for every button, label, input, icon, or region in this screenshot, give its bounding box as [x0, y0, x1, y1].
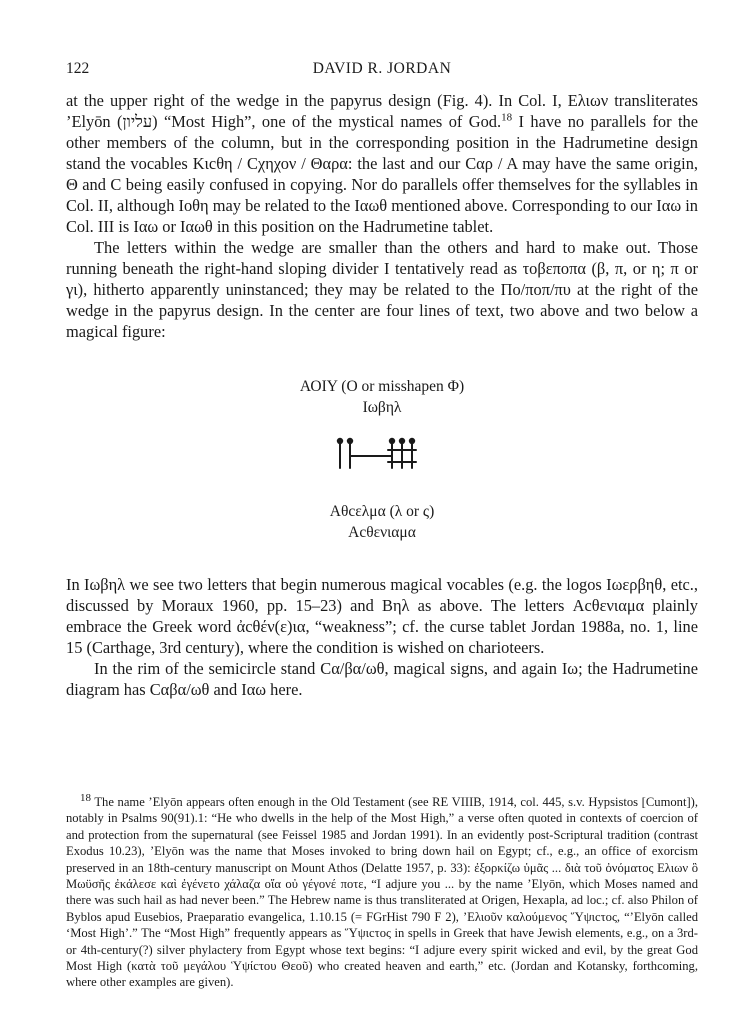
figure-line-1: ΑΟΙΥ (Ο or misshapen Φ): [299, 378, 465, 395]
page-header: [66, 60, 698, 80]
body-text-lower: [66, 574, 698, 700]
footnote-paragraph: [66, 791, 698, 991]
figure-line-3: Αθcελμα (λ or ς): [329, 503, 435, 520]
paragraph-1-text: at the upper right of the wedge in the papyrus design (Fig. 4). In Col. I, Ελιων transliterates ’Elyōn (עליון) “Most High”, one of the mystical names of God.: [66, 91, 698, 131]
figure-line-4: Αcθενιαμα: [348, 524, 416, 541]
figure-line-2: Ιωβηλ: [362, 399, 402, 416]
paragraph-1-continued: I have no parallels for the other members of the column, but in the corresponding position in the Hadrumetine design stand the vocables Κιcθη / Cχηχον / Θαρα: the last and our Cαρ / Α may have the same origin, Θ and C being easily confused in copying. Nor do parallels offer themselves for the syllables in Col. II, although Ιοθη may be related to the Ιαωθ mentioned above. Corresponding to our Ιαω in Col. III is Ιαω or Ιαωθ in this position on the Hadrumetine tablet.: [66, 112, 699, 236]
paragraph-4: In the rim of the semicircle stand Cα/βα/ωθ, magical signs, and again Ιω; the Hadrumetine diagram has Cαβα/ωθ and Ιαω here.: [66, 659, 698, 699]
footnote-18: [66, 791, 698, 991]
footnote-number: 18: [80, 791, 91, 804]
paragraph-3: In Ιωβηλ we see two letters that begin numerous magical vocables (e.g. the logos Ιωερβηθ, etc., discussed by Moraux 1960, pp. 15–23) and Βηλ as above. The letters Αcθενιαμα plainly embrace the Greek word ἀcθέν(ε)ια, “weakness”; cf. the curse tablet Jordan 1988a, no. 1, line 15 (Carthage, 3rd century), where the condition is wished on charioteers.: [66, 575, 698, 657]
page-number: 122: [66, 60, 90, 77]
footnote-text: The name ’Elyōn appears often enough in the Old Testament (see RE VIIIB, 1914, col. 445, s.v. Hypsistos [Cumont]), notably in Psalms 90(91).1: “He who dwells in the help of the Most High,” a verse often quoted in contexts of coercion of and protection from the supernatural (see Feissel 1985 and Jordan 1991). In an evidently post-Scriptural tradition (contrast Exodus 10.23), ’Elyōn was the name that Moses invoked to bring down hail on Egypt; cf., e.g., an office of exorcism preserved in an 18th-century manuscript on Mount Athos (Delatte 1957, p. 33): ἐξορκίζω ὑμᾶς ... διὰ τοῦ ὀνόματος Ελιων ὃ Μωϋσῆς ἐκάλεσε καὶ ἐγένετο χάλαζα οἵα οὐ γέγονέ ποτε, “I adjure you ... by the name ’Elyōn, which Moses named and there was such hail as had never been.” The Hebrew name is thus transliterated at Origen, Hexapla, ad loc.; cf. also Philon of Byblos apud Eusebios, Praeparatio evangelica, 1.10.15 (= FGrHist 790 F 2), ’Ελιοῦν καλούμενος Ὕψιcτος, “’Elyōn called ‘Most High’.” The “Most High” frequently appears as Ὕψιcτος in spells in Greek that have Jewish elements, e.g., on a 3rd- or 4th-century(?) silver phylactery from Egypt whose text begins: “I adjure every spirit wicked and evil, by the great God Most High (κατὰ τοῦ μεγάλου Ὑψίcτου Θεοῦ) who created heaven and earth,” etc. (Jordan and Kotansky, forthcoming, where other examples are given).: [66, 795, 698, 990]
body-text-upper: [66, 90, 698, 342]
page: [66, 0, 698, 1024]
figure-text-below: [66, 501, 698, 543]
footnote-reference: 18: [501, 111, 513, 124]
paragraph-2: The letters within the wedge are smaller than the others and hard to make out. Those running beneath the right-hand sloping divider I tentatively read as τοβεποπα (β, π, or η; π or γι), hitherto apparently uninstanced; they may be related to the Πο/ποπ/πυ at the right of the wedge in the papyrus design. In the center are four lines of text, two above and two below a magical figure:: [66, 238, 698, 341]
figure-text-above: [66, 376, 698, 418]
running-head: DAVID R. JORDAN: [312, 60, 452, 77]
paragraph-1: [66, 90, 698, 237]
magical-figure-glyph: [326, 436, 426, 472]
